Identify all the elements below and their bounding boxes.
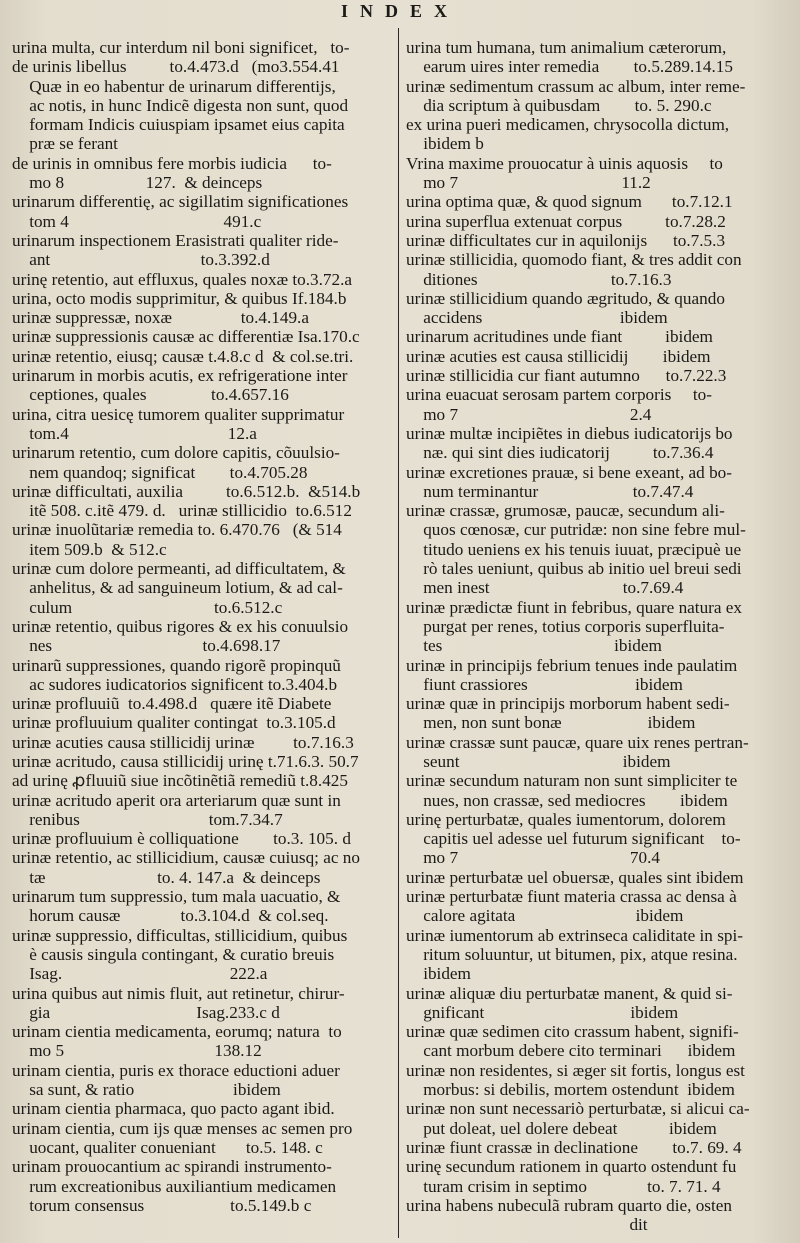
- index-entry-line: seunt ibidem: [406, 751, 671, 771]
- index-entry-line: urinę perturbatæ, quales iumentorum, dolorem: [406, 809, 726, 829]
- index-entry-line: urinæ excretiones prauæ, si bene exeant, ad bo-: [406, 462, 732, 482]
- index-entry-line: fiunt crassiores ibidem: [406, 674, 683, 694]
- index-entry-line: Quæ in eo habentur de urinarum differentijs,: [12, 76, 336, 96]
- index-entry-line: urinarum acritudines unde fiant ibidem: [406, 327, 713, 347]
- index-entry-line: urinam cientia pharmaca, quo pacto agant ibid.: [12, 1099, 335, 1119]
- index-entry-line: urinæ prædictæ fiunt in febribus, quare natura ex: [406, 597, 743, 617]
- index-entry-line: rum excreationibus auxiliantium medicamen: [12, 1176, 337, 1196]
- index-entry-line: itẽ 508. c.itẽ 479. d. urinæ stillicidio to.6.512: [12, 501, 352, 521]
- index-entry-line: urinę retentio, aut effluxus, quales noxæ to.3.72.a: [12, 269, 353, 289]
- index-entry-line: urinæ retentio, eiusq; causæ t.4.8.c d & col.se.tri.: [12, 346, 354, 366]
- index-entry-line: urinæ retentio, ac stillicidium, causæ cuiusq; ac no: [12, 848, 360, 868]
- index-entry-line: urinarum differentię, ac sigillatim significationes: [12, 192, 349, 212]
- index-entry-line: accidens ibidem: [406, 308, 668, 328]
- index-entry-line: urinæ iumentorum ab extrinseca caliditate in spi-: [406, 925, 743, 945]
- index-entry-line: urinam cientia, cum ijs quæ menses ac semen pro: [12, 1118, 353, 1138]
- index-entry-line: ex urina pueri medicamen, chrysocolla dictum,: [406, 115, 730, 135]
- index-entry-line: de urinis in omnibus fere morbis iudicia to-: [12, 153, 332, 173]
- index-entry-line: quos cœnosæ, cur putridæ: non sine febre mul-: [406, 520, 746, 540]
- index-entry-line: ad urinę ꝓfluuiũ siue incõtinẽtiã remediũ t.8.425: [12, 771, 348, 791]
- index-entry-line: urinæ in principijs febrium tenues inde paulatim: [406, 655, 738, 675]
- index-entry-line: tom.4 12.a: [12, 423, 257, 443]
- index-entry-line: urinam cientia medicamenta, eorumq; natura to: [12, 1022, 342, 1042]
- index-entry-line: ibidem: [406, 964, 471, 984]
- index-entry-line: ac sudores iudicatorios significent to.3.404.b: [12, 674, 338, 694]
- index-entry-line: dit: [406, 1215, 648, 1235]
- index-entry-line: urina, octo modis supprimitur, & quibus If.184.b: [12, 288, 347, 308]
- index-entry-line: è causis singula contingant, & curatio breuis: [12, 944, 335, 964]
- column-divider: [398, 28, 399, 1238]
- index-entry-line: urinæ quæ sedimen cito crassum habent, signifi-: [406, 1022, 739, 1042]
- index-entry-line: Isag. 222.a: [12, 964, 268, 984]
- index-entry-line: horum causæ to.3.104.d & col.seq.: [12, 906, 329, 926]
- index-entry-line: urinæ acuties causa stillicidij urinæ to.7.16.3: [12, 732, 354, 752]
- index-entry-line: mo 7 70.4: [406, 848, 660, 868]
- index-entry-line: urinæ profluuium qualiter contingat to.3.105.d: [12, 713, 336, 733]
- index-entry-line: mo 5 138.12: [12, 1041, 262, 1061]
- index-entry-line: urinæ suppressio, difficultas, stillicidium, quibus: [12, 925, 348, 945]
- index-entry-line: gnificant ibidem: [406, 1002, 679, 1022]
- index-entry-line: tæ to. 4. 147.a & deinceps: [12, 867, 321, 887]
- index-entry-line: renibus tom.7.34.7: [12, 809, 283, 829]
- index-entry-line: nem quandoq; significat to.4.705.28: [12, 462, 308, 482]
- index-entry-line: urinæ retentio, quibus rigores & ex his conuulsio: [12, 616, 349, 636]
- index-entry-line: urinæ acritudo, causa stillicidij urinę t.71.6.3. 50.7: [12, 751, 359, 771]
- index-entry-line: urinæ fiunt crassæ in declinatione to.7. 69. 4: [406, 1137, 742, 1157]
- index-entry-line: turam crisim in septimo to. 7. 71. 4: [406, 1176, 721, 1196]
- index-entry-line: urinarum tum suppressio, tum mala uacuatio, &: [12, 887, 341, 907]
- index-entry-line: ceptiones, quales to.4.657.16: [12, 385, 289, 405]
- index-entry-line: formam Indicis cuiuspiam ipsamet eius capita: [12, 115, 345, 135]
- index-entry-line: purgat per renes, totius corporis superfluita-: [406, 616, 725, 636]
- index-entry-line: urinæ suppressæ, noxæ to.4.149.a: [12, 308, 309, 328]
- index-entry-line: ritum soluuntur, ut bitumen, pix, atque resina.: [406, 944, 738, 964]
- index-entry-line: morbus: si debilis, mortem ostendunt ibidem: [406, 1080, 735, 1100]
- index-entry-line: gia Isag.233.c d: [12, 1002, 280, 1022]
- index-entry-line: Vrina maxime prouocatur à uinis aquosis to: [406, 153, 723, 173]
- index-entry-line: urina quibus aut nimis fluit, aut retinetur, chirur-: [12, 983, 345, 1003]
- index-entry-line: urinæ inuolũtariæ remedia to. 6.470.76 (& 514: [12, 520, 342, 540]
- index-entry-line: urinæ profluuium è colliquatione to.3. 105. d: [12, 829, 351, 849]
- index-entry-line: urinæ acritudo aperit ora arteriarum quæ sunt in: [12, 790, 341, 810]
- index-entry-line: mo 7 2.4: [406, 404, 652, 424]
- index-entry-line: præ se ferant: [12, 134, 118, 154]
- index-entry-line: urinæ difficultati, auxilia to.6.512.b. &514.b: [12, 481, 361, 501]
- index-entry-line: urinæ stillicidia cur fiant autumno to.7.22.3: [406, 366, 727, 386]
- index-entry-line: men, non sunt bonæ ibidem: [406, 713, 696, 733]
- index-entry-line: urinæ stillicidium quando ægritudo, & quando: [406, 288, 725, 308]
- index-entry-line: ac notis, in hunc Indicẽ digesta non sunt, quod: [12, 95, 349, 115]
- index-entry-line: urina optima quæ, & quod signum to.7.12.1: [406, 192, 733, 212]
- index-entry-line: urinæ suppressionis causæ ac differentiæ Isa.170.c: [12, 327, 360, 347]
- index-entry-line: urina euacuat serosam partem corporis to-: [406, 385, 712, 405]
- index-entry-line: urinarũ suppressiones, quando rigorẽ propinquũ: [12, 655, 341, 675]
- index-entry-line: uocant, qualiter conueniant to.5. 148. c: [12, 1137, 323, 1157]
- index-entry-line: urinę secundum rationem in quarto ostendunt fu: [406, 1157, 737, 1177]
- index-entry-line: urinarum retentio, cum dolore capitis, cõuulsio-: [12, 443, 340, 463]
- index-entry-line: urinæ secundum naturam non sunt simpliciter te: [406, 771, 738, 791]
- index-entry-line: urinæ acuties est causa stillicidij ibidem: [406, 346, 711, 366]
- index-entry-line: urina habens nubeculã rubram quarto die, osten: [406, 1195, 732, 1215]
- index-entry-line: dia scriptum à quibusdam to. 5. 290.c: [406, 95, 712, 115]
- index-entry-line: put doleat, uel dolere debeat ibidem: [406, 1118, 717, 1138]
- index-entry-line: urinæ perturbatæ uel obuersæ, quales sint ibidem: [406, 867, 744, 887]
- index-entry-line: urinæ non residentes, si æger sit fortis, longus est: [406, 1060, 745, 1080]
- index-entry-line: urina tum humana, tum animalium cæterorum,: [406, 38, 727, 57]
- index-entry-line: anhelitus, & ad sanguineum lotium, & ad cal-: [12, 578, 343, 598]
- index-entry-line: urina multa, cur interdum nil boni significet, to-: [12, 38, 350, 57]
- index-entry-line: de urinis libellus to.4.473.d (mo3.554.41: [12, 57, 340, 77]
- index-entry-line: tom 4 491.c: [12, 211, 262, 231]
- running-header: INDEX: [340, 1, 459, 21]
- index-entry-line: mo 7 11.2: [406, 173, 651, 193]
- index-entry-line: sa sunt, & ratio ibidem: [12, 1080, 281, 1100]
- index-entry-line: titudo ueniens ex his tenuis iuuat, præcipuè ue: [406, 539, 742, 559]
- index-entry-line: calore agitata ibidem: [406, 906, 684, 926]
- index-entry-line: num terminantur to.7.47.4: [406, 481, 694, 501]
- index-entry-line: mo 8 127. & deinceps: [12, 173, 263, 193]
- index-entry-line: urinæ aliquæ diu perturbatæ manent, & quid si-: [406, 983, 733, 1003]
- index-entry-line: torum consensus to.5.149.b c: [12, 1195, 312, 1215]
- index-entry-line: urinæ sedimentum crassum ac album, inter reme-: [406, 76, 746, 96]
- index-entry-line: men inest to.7.69.4: [406, 578, 684, 598]
- index-entry-line: ibidem b: [406, 134, 484, 154]
- index-entry-line: nes to.4.698.17: [12, 636, 281, 656]
- index-entry-line: urinæ stillicidia, quomodo fiant, & tres addit con: [406, 250, 742, 270]
- index-entry-line: urinæ quæ in principijs morborum habent sedi-: [406, 694, 730, 714]
- index-entry-line: urinæ cum dolore permeanti, ad difficultatem, &: [12, 559, 346, 579]
- index-entry-line: urinæ perturbatæ fiunt materia crassa ac densa à: [406, 887, 737, 907]
- index-entry-line: næ. qui sint dies iudicatorij to.7.36.4: [406, 443, 714, 463]
- index-column-right: [406, 38, 792, 1234]
- index-column-left: [12, 38, 396, 1215]
- index-entry-line: urinæ crassæ, grumosæ, paucæ, secundum ali-: [406, 501, 725, 521]
- index-entry-line: earum uires inter remedia to.5.289.14.15: [406, 57, 733, 77]
- index-entry-line: cant morbum debere cito terminari ibidem: [406, 1041, 736, 1061]
- index-entry-line: urina superflua extenuat corpus to.7.28.2: [406, 211, 726, 231]
- index-entry-line: capitis uel adesse uel futurum significant to-: [406, 829, 741, 849]
- index-entry-line: urina, citra uesicę tumorem qualiter supprimatur: [12, 404, 345, 424]
- index-entry-line: item 509.b & 512.c: [12, 539, 167, 559]
- index-entry-line: urinæ crassæ sunt paucæ, quare uix renes pertran-: [406, 732, 749, 752]
- index-entry-line: urinam cientia, puris ex thorace eductioni aduer: [12, 1060, 340, 1080]
- index-entry-line: culum to.6.512.c: [12, 597, 283, 617]
- index-entry-line: urinæ difficultates cur in aquilonijs to.7.5.3: [406, 230, 726, 250]
- index-entry-line: urinæ multæ incipiẽtes in diebus iudicatorijs bo: [406, 423, 733, 443]
- index-entry-line: ditiones to.7.16.3: [406, 269, 672, 289]
- index-entry-line: tes ibidem: [406, 636, 662, 656]
- index-entry-line: urinarum in morbis acutis, ex refrigeratione inter: [12, 366, 348, 386]
- index-entry-line: urinarum inspectionem Erasistrati qualiter ride-: [12, 230, 339, 250]
- index-entry-line: nues, non crassæ, sed mediocres ibidem: [406, 790, 728, 810]
- index-entry-line: urinæ profluuiũ to.4.498.d quære itẽ Diabete: [12, 694, 332, 714]
- index-entry-line: ant to.3.392.d: [12, 250, 270, 270]
- index-entry-line: urinæ non sunt necessariò perturbatæ, si alicui ca-: [406, 1099, 750, 1119]
- index-entry-line: rò tales ueniunt, quibus ab initio uel breui sedi: [406, 559, 742, 579]
- index-entry-line: urinam prouocantium ac spirandi instrumento-: [12, 1157, 332, 1177]
